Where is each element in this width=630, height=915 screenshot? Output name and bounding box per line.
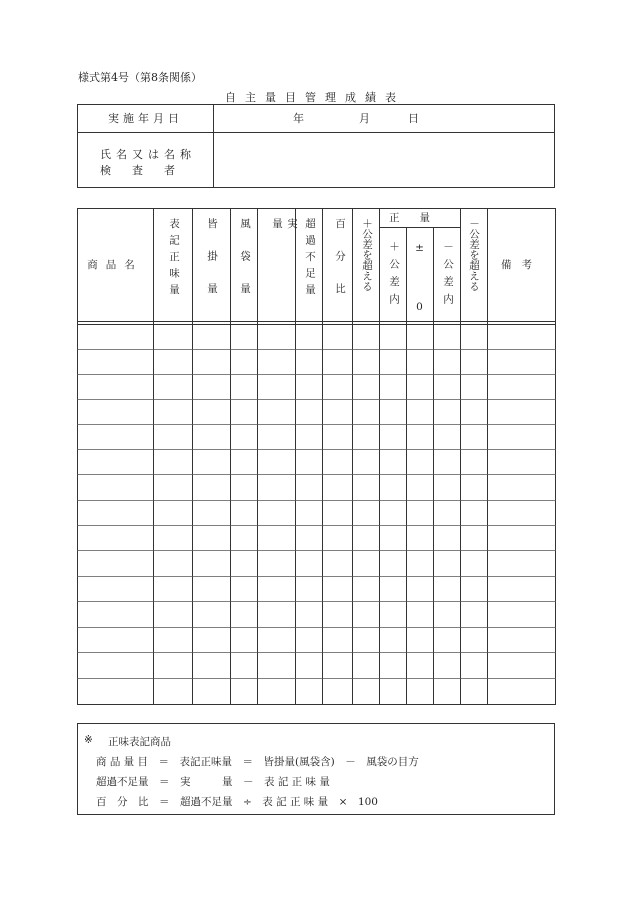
- header-labeled-net: 表記正味量: [168, 218, 180, 301]
- date-month: 月: [359, 112, 370, 125]
- date-year: 年: [293, 112, 304, 125]
- header-product: 商品名: [87, 259, 143, 271]
- notes-box: [77, 723, 555, 815]
- header-percent: 百分比: [334, 218, 346, 316]
- notes-mark: ※: [84, 734, 93, 746]
- inspector-label: 検 査 者: [100, 164, 180, 177]
- date-label: 実施年月日: [78, 105, 214, 132]
- header-correct-qty: 正量: [389, 212, 450, 224]
- info-table: [77, 104, 555, 188]
- name-label: 氏名又は名称: [100, 148, 196, 161]
- header-plus-within: ＋公差内: [388, 241, 400, 311]
- header-gross: 皆掛量: [206, 218, 218, 316]
- document-title: 自主量目管理成績表: [225, 91, 405, 104]
- header-plus-minus: ±: [415, 242, 424, 254]
- header-remarks: 備考: [501, 259, 542, 271]
- name-field[interactable]: [214, 133, 554, 187]
- header-over-plus: ＋公差を超える: [361, 218, 373, 292]
- date-field[interactable]: [213, 105, 554, 132]
- notes-line-1: 商 品 量 目 ＝ 表記正味量 ＝ 皆掛量(風袋含) － 風袋の目方: [96, 756, 419, 768]
- header-bag: 風袋量: [239, 218, 251, 316]
- date-row: [78, 105, 554, 133]
- header-zero: 0: [416, 301, 423, 313]
- form-number: 様式第4号（第8条関係）: [78, 71, 202, 84]
- date-day: 日: [408, 112, 419, 125]
- notes-line-3: 百 分 比 ＝ 超過不足量 ÷ 表 記 正 味 量 × 100: [96, 796, 378, 808]
- inspection-table: [77, 208, 556, 705]
- header-over-minus: －公差を超える: [468, 218, 480, 292]
- name-cell: [78, 132, 214, 187]
- notes-heading: 正味表記商品: [108, 736, 171, 748]
- notes-line-2: 超過不足量 ＝ 実 量 － 表 記 正 味 量: [96, 776, 330, 788]
- header-minus-within: －公差内: [442, 241, 454, 311]
- header-actual: 実量: [271, 218, 298, 289]
- header-excess-shortage: 超過不足量: [304, 218, 316, 301]
